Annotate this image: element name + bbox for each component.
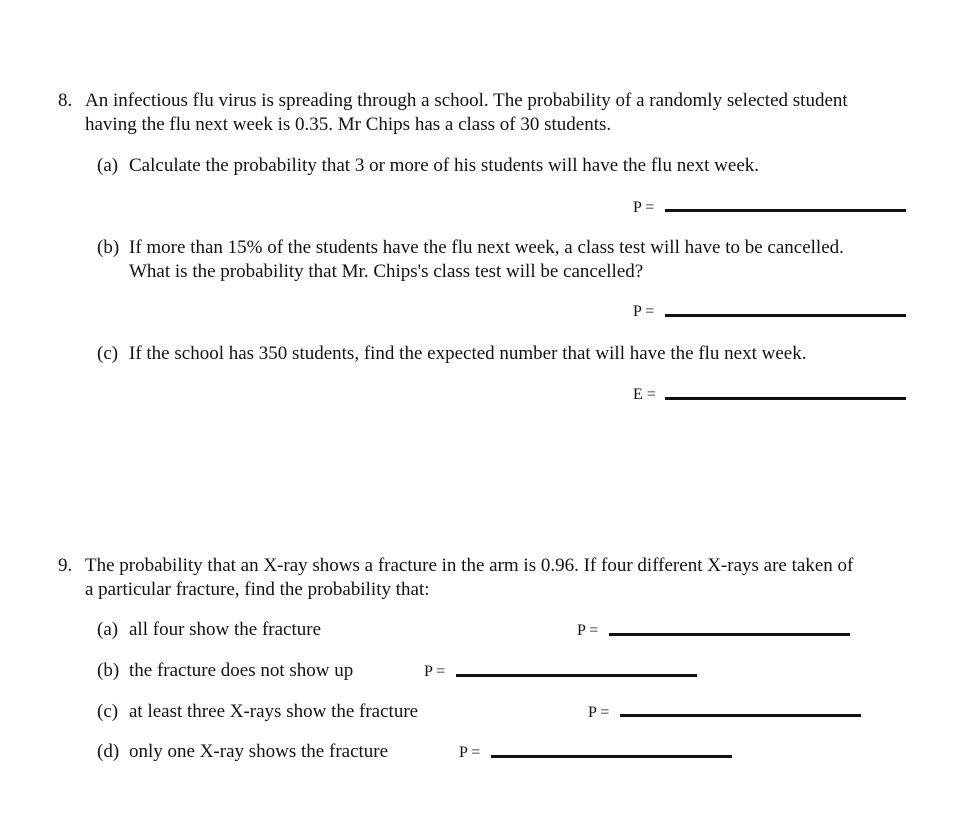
answer-label: P = [459,744,481,761]
part-label: (a) [97,155,119,176]
part-text-line-1: If more than 15% of the students have the flu next week, a class test will have to be cancelled. [129,237,844,258]
part-text: at least three X-rays show the fracture [129,701,419,722]
part-text: If the school has 350 students, find the expected number that will have the flu next week. [129,343,807,364]
answer-label: P = [588,704,610,721]
part-label: (a) [97,619,119,640]
answer-line[interactable] [665,314,906,317]
answer-line[interactable] [665,397,906,400]
answer-label: P = [633,199,655,216]
part-text: the fracture does not show up [129,660,354,681]
answer-line[interactable] [456,674,697,677]
answer-label: P = [577,622,599,639]
answer-line[interactable] [620,714,861,717]
question-number: 8. [58,90,73,111]
answer-label: P = [424,663,446,680]
part-label: (c) [97,701,119,722]
question-stem-line-1: The probability that an X-ray shows a fracture in the arm is 0.96. If four different X-rays are taken of [85,555,854,576]
part-text-line-2: What is the probability that Mr. Chips's class test will be cancelled? [129,261,644,282]
answer-line[interactable] [665,209,906,212]
question-stem-line-2: a particular fracture, find the probability that: [85,579,430,600]
answer-line[interactable] [491,755,732,758]
question-stem-line-2: having the flu next week is 0.35. Mr Chips has a class of 30 students. [85,114,612,135]
part-text: all four show the fracture [129,619,322,640]
answer-line[interactable] [609,633,850,636]
answer-label: E = [633,386,656,403]
answer-label: P = [633,303,655,320]
question-number: 9. [58,555,73,576]
part-label: (b) [97,660,120,681]
part-label: (c) [97,343,119,364]
part-text: only one X-ray shows the fracture [129,741,389,762]
part-label: (d) [97,741,120,762]
part-label: (b) [97,237,120,258]
question-stem-line-1: An infectious flu virus is spreading through a school. The probability of a randomly selected student [85,90,848,111]
part-text: Calculate the probability that 3 or more of his students will have the flu next week. [129,155,760,176]
